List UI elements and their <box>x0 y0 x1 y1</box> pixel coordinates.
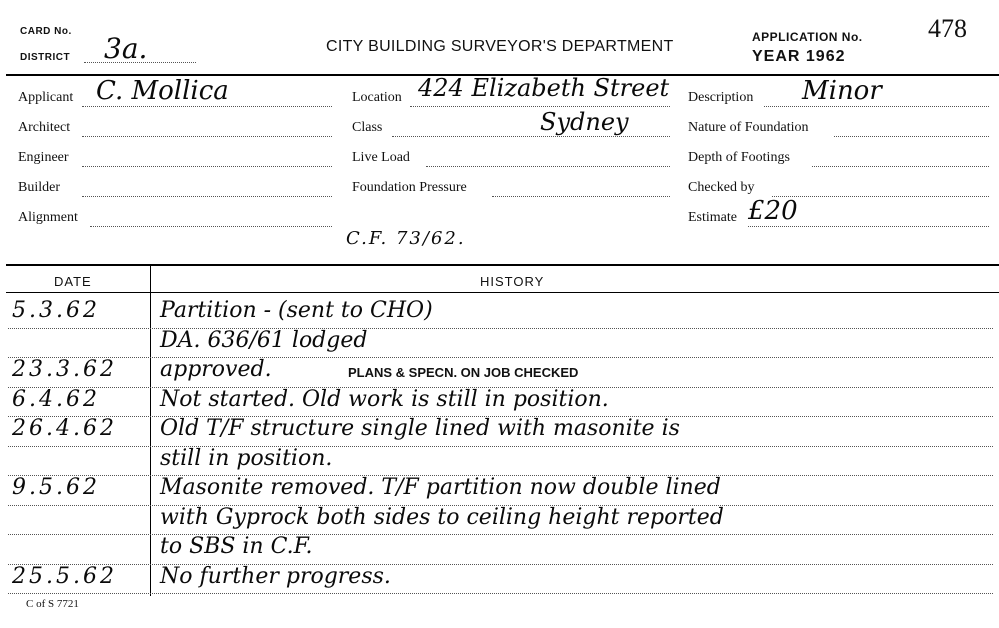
district-label: DISTRICT <box>20 52 71 63</box>
row-history-text: DA. 636/61 lodged <box>160 327 368 353</box>
applicant-value: C. Mollica <box>96 76 229 106</box>
cf-reference: C.F. 73/62. <box>346 228 466 249</box>
row-history-text: Old T/F structure single lined with masonite is <box>160 416 680 441</box>
class-label: Class <box>352 120 383 135</box>
description-value: Minor <box>802 76 882 106</box>
card-no-label: CARD No. <box>20 26 72 37</box>
location-label: Location <box>352 90 402 105</box>
alignment-line <box>90 226 332 227</box>
live-load-label: Live Load <box>352 150 410 165</box>
table-date-divider <box>150 266 151 596</box>
row-date: 26.4.62 <box>12 416 117 441</box>
row-history-text: Partition - (sent to CHO) <box>160 298 433 323</box>
row-history-text: still in position. <box>160 445 333 471</box>
form-number: C of S 7721 <box>26 598 79 610</box>
applicant-label: Applicant <box>18 90 74 105</box>
nature-of-foundation-label: Nature of Foundation <box>688 120 809 135</box>
depth-of-footings-label: Depth of Footings <box>688 150 790 165</box>
row-date: 5.3.62 <box>12 298 100 323</box>
table-header-rule <box>6 292 999 293</box>
application-no-value: 478 <box>928 14 967 43</box>
location-line <box>410 106 670 107</box>
estimate-line <box>748 226 989 227</box>
builder-line <box>82 196 332 197</box>
row-history-text: Not started. Old work is still in position. <box>160 386 609 412</box>
estimate-value: £20 <box>748 196 798 226</box>
checked-line <box>772 196 989 197</box>
row-stamp: PLANS & SPECN. ON JOB CHECKED <box>348 365 579 380</box>
foundation-pressure-label: Foundation Pressure <box>352 180 467 195</box>
applicant-line <box>82 106 332 107</box>
engineer-line <box>82 166 332 167</box>
district-value: 3a. <box>104 32 148 65</box>
row-date: 23.3.62 <box>12 357 117 382</box>
architect-line <box>82 136 332 137</box>
row-history-text: No further progress. <box>160 563 391 589</box>
row-history-text: approved. <box>160 357 272 382</box>
table-top-rule <box>6 264 999 266</box>
engineer-label: Engineer <box>18 150 69 165</box>
location-value-city: Sydney <box>540 108 629 136</box>
date-column-header: DATE <box>54 274 92 289</box>
row-date: 6.4.62 <box>12 386 100 412</box>
description-label: Description <box>688 90 754 105</box>
history-column-header: HISTORY <box>480 274 545 289</box>
row-rule <box>8 593 993 594</box>
nature-line <box>834 136 989 137</box>
year-label: YEAR 1962 <box>752 48 846 65</box>
row-rule <box>8 357 993 358</box>
row-rule <box>8 534 993 535</box>
architect-label: Architect <box>18 120 71 135</box>
row-history-text: with Gyprock both sides to ceiling height reported <box>160 504 724 530</box>
row-date: 25.5.62 <box>12 563 117 589</box>
row-history-text: to SBS in C.F. <box>160 534 313 559</box>
builder-label: Builder <box>18 180 60 195</box>
application-no-label: APPLICATION No. <box>752 30 863 44</box>
description-line <box>764 106 989 107</box>
department-title: CITY BUILDING SURVEYOR'S DEPARTMENT <box>326 38 674 55</box>
row-rule <box>8 446 993 447</box>
live-load-line <box>426 166 670 167</box>
row-date: 9.5.62 <box>12 475 100 500</box>
depth-line <box>812 166 989 167</box>
location-value-street: 424 Elizabeth Street <box>418 74 670 102</box>
foundation-pressure-line <box>492 196 670 197</box>
estimate-label: Estimate <box>688 210 737 225</box>
class-line <box>392 136 670 137</box>
row-rule <box>8 564 993 565</box>
alignment-label: Alignment <box>18 210 78 225</box>
district-dotted-line <box>84 62 196 63</box>
checked-by-label: Checked by <box>688 180 755 195</box>
row-rule <box>8 328 993 329</box>
row-history-text: Masonite removed. T/F partition now double lined <box>160 475 721 500</box>
